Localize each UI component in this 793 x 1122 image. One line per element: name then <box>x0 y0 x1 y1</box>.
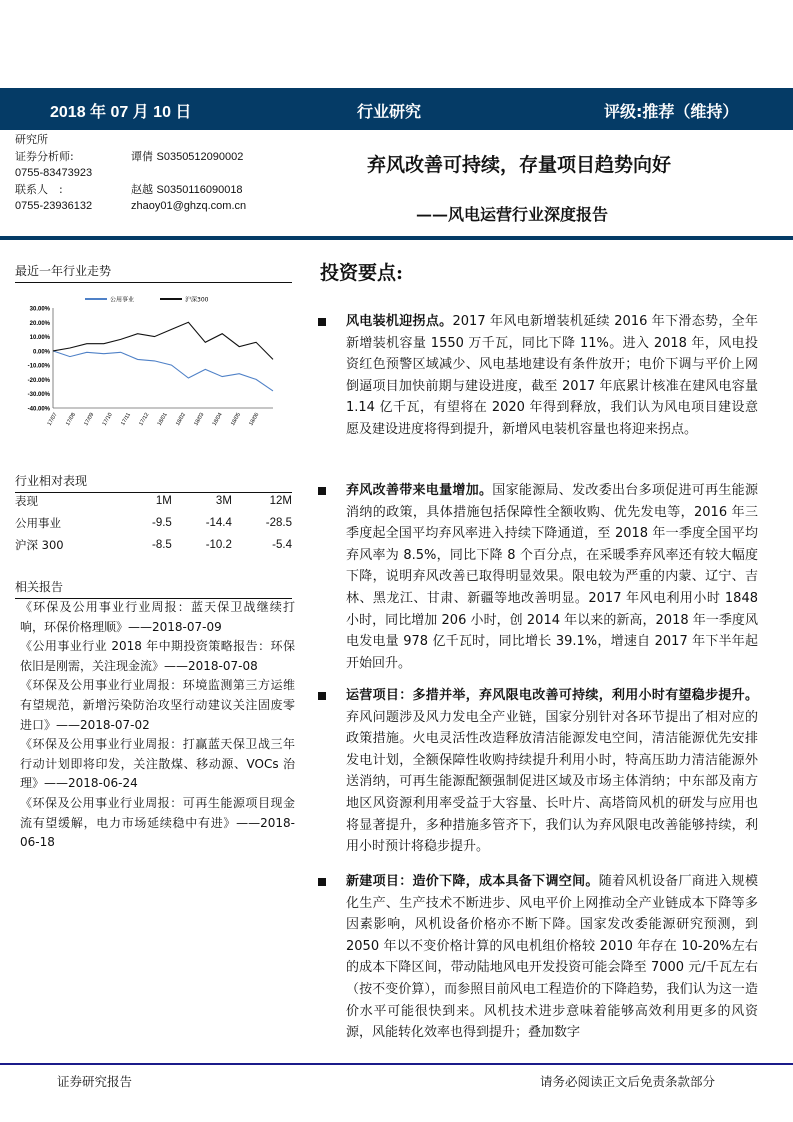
cell: -9.5 <box>152 517 172 529</box>
y-tick-label: 10.00% <box>29 335 50 342</box>
y-tick-label: 0.00% <box>32 349 50 356</box>
analyst-id: S0350512090002 <box>156 150 244 163</box>
contact-phone: 0755-23936132 <box>15 200 93 212</box>
perf-table <box>15 490 292 556</box>
x-tick-label: 18/01 <box>156 412 169 427</box>
rating-badge: 评级:推荐（维持） <box>604 102 739 121</box>
series-line-1 <box>53 322 273 359</box>
row-label: 沪深 300 <box>15 538 64 552</box>
x-tick-label: 17/08 <box>64 412 78 427</box>
x-tick-label: 17/09 <box>83 412 96 427</box>
y-tick-label: 30.00% <box>29 306 50 313</box>
reports-heading: 相关报告 <box>15 578 292 599</box>
col-header: 1M <box>155 495 172 507</box>
series-line-0 <box>53 351 273 391</box>
report-link[interactable]: 《公用事业行业 2018 年中期投资策略报告：环保依旧是刚需，关注现金流》——2018-07-08 <box>20 639 295 673</box>
footer-disclaimer[interactable]: 请务必阅读正文后免责条款部分 <box>540 1074 716 1089</box>
y-tick-label: -30.00% <box>27 392 50 399</box>
bullet-icon <box>318 878 326 886</box>
point-text: 2017 年风电新增装机延续 2016 年下滑态势，全年新增装机容量 1550 万千瓦，同比下降 11%。进入 2018 年，风电投资红色预警区域减少、风电基地建设有条件放开；电价下调与平价上网倒逼项目加快前期与建设进度，截至 2017 年底累计核准在建风电容量 1.14 亿千瓦，有望将在 2020 年得到释放，我们认为风电项目建设意愿及建设进度将得到提升，新增风电装机容量也将迎来拐点。 <box>346 314 758 437</box>
y-tick-label: -40.00% <box>27 406 50 413</box>
investment-point <box>318 685 758 858</box>
x-tick-label: 17/11 <box>120 412 133 427</box>
contact-id: S0350116090018 <box>156 183 243 196</box>
bullet-icon <box>318 487 326 495</box>
y-tick-label: 20.00% <box>29 320 50 327</box>
org: 研究所 <box>15 133 48 146</box>
table-header-row <box>15 490 292 512</box>
point-text: 国家能源局、发改委出台多项促进可再生能源消纳的政策，具体措施包括保障性全额收购、优先发电等，2016 年三季度起全国平均弃风率进入持续下降通道，至 2018 年一季度全国平均弃风率为 8.5%，同比下降 8 个百分点，在采暖季弃风率还有较大幅度下降，说明弃风改善已取得明显效果。限电较为严重的内蒙、辽宁、吉林、黑龙江、甘肃、新疆等地改善明显。2017 年风电利用小时 1848 小时，同比增加 206 小时，创 2014 年以来的新高，2018 年一季度风电发电量 978 亿千瓦时，同比增长 39.1%，增速自 2017 年下半年起开始回升。 <box>346 483 758 671</box>
contact-email[interactable]: zhaoy01@ghzq.com.cn <box>131 200 247 212</box>
report-category: 行业研究 <box>357 102 422 121</box>
analyst-info <box>15 132 246 215</box>
investment-heading: 投资要点: <box>320 262 404 284</box>
analyst-name: 谭倩 <box>131 149 153 163</box>
footer-left: 证券研究报告 <box>57 1074 133 1089</box>
y-tick-label: -10.00% <box>27 363 50 370</box>
analyst-label: 证券分析师: <box>15 149 74 163</box>
trend-heading: 最近一年行业走势 <box>15 262 292 283</box>
cell: -14.4 <box>205 517 232 529</box>
x-tick-label: 18/02 <box>174 412 188 427</box>
col-header: 表现 <box>15 494 38 508</box>
contact-label: 联系人 : <box>15 182 63 196</box>
analyst-phone: 0755-83473923 <box>15 167 93 179</box>
report-link[interactable]: 《环保及公用事业行业周报：打赢蓝天保卫战三年行动计划即将印发，关注散煤、移动源、VOCs 治理》——2018-06-24 <box>20 737 295 791</box>
trend-chart <box>10 290 295 440</box>
x-tick-label: 18/03 <box>193 412 206 427</box>
report-title: 弃风改善可持续，存量项目趋势向好 <box>367 154 672 176</box>
investment-point <box>318 871 758 1044</box>
cell: -8.5 <box>152 539 172 551</box>
legend-label: 沪深300 <box>185 296 209 304</box>
related-reports <box>20 598 295 853</box>
report-date: 2018 年 07 月 10 日 <box>50 104 192 121</box>
col-header: 3M <box>215 495 232 507</box>
investment-point <box>318 480 758 674</box>
table-row <box>15 534 292 556</box>
point-title: 运营项目：多措并举，弃风限电改善可持续，利用小时有望稳步提升。 <box>346 688 758 703</box>
report-link[interactable]: 《环保及公用事业行业周报：可再生能源项目现金流有望缓解，电力市场延续稳中有进》——2018-06-18 <box>20 795 295 850</box>
point-text: 弃风问题涉及风力发电全产业链，国家分别针对各环节提出了相对应的政策措施。火电灵活性改造释放清洁能源发电空间，清洁能源优先安排发电计划，全额保障性收购持续提升利用小时，特高压助力清洁能源外送消纳，可再生能源配额强制促进区域及市场主体消纳；中东部及南方地区风资源利用率受益于大容量、长叶片、高塔筒风机的研发与应用也将显著提升，多种措施多管齐下，我们认为弃风限电改善能够持续，利用小时预计将稳步提升。 <box>346 709 758 855</box>
footer-divider <box>0 1063 793 1065</box>
x-tick-label: 18/04 <box>211 412 224 427</box>
x-tick-label: 18/05 <box>229 412 243 427</box>
cell: -10.2 <box>205 539 232 551</box>
report-subtitle: ——风电运营行业深度报告 <box>416 205 609 224</box>
row-label: 公用事业 <box>15 516 61 530</box>
point-title: 风电装机迎拐点。 <box>346 314 453 329</box>
col-header: 12M <box>269 495 292 507</box>
cell: -5.4 <box>272 539 292 551</box>
report-link[interactable]: 《环保及公用事业行业周报：环境监测第三方运维有望规范，新增污染防治攻坚行动建议关注固废零进口》——2018-07-02 <box>20 678 295 732</box>
table-row <box>15 512 292 534</box>
header-divider <box>0 236 793 240</box>
legend-label: 公用事业 <box>110 296 135 304</box>
point-title: 新建项目：造价下降，成本具备下调空间。 <box>346 874 599 889</box>
investment-point <box>318 311 758 441</box>
perf-heading: 行业相对表现 <box>15 472 292 493</box>
point-text: 随着风机设备厂商进入规模化生产、生产技术不断进步、风电平价上网推动全产业链成本下降等多因素影响，风机设备价格亦不断下降。国家发改委能源研究预测，到 2050 年以不变价格计算的风电机组价格较 2010 年存在 10-20%左右的成本下降区间，带动陆地风电开发投资可能会降至 7000 元/千瓦左右（按不变价算），而参照目前风电工程造价的下降趋势，我们认为这一造价水平可能很快到来。风机技术进步意味着能够高效利用更多的风资源，风能转化效率也得到提升；叠加数字 <box>346 874 758 1041</box>
x-tick-label: 17/12 <box>138 412 151 427</box>
bullet-icon <box>318 692 326 700</box>
header-bar <box>0 88 793 130</box>
x-tick-label: 18/06 <box>248 412 261 427</box>
contact-name: 赵越 <box>131 182 153 196</box>
point-title: 弃风改善带来电量增加。 <box>346 483 493 498</box>
bullet-icon <box>318 318 326 326</box>
x-tick-label: 17/10 <box>101 412 114 427</box>
y-tick-label: -20.00% <box>27 377 50 384</box>
cell: -28.5 <box>265 517 292 529</box>
report-link[interactable]: 《环保及公用事业行业周报：蓝天保卫战继续打响，环保价格理顺》——2018-07-09 <box>20 600 295 634</box>
x-tick-label: 17/07 <box>46 412 59 427</box>
